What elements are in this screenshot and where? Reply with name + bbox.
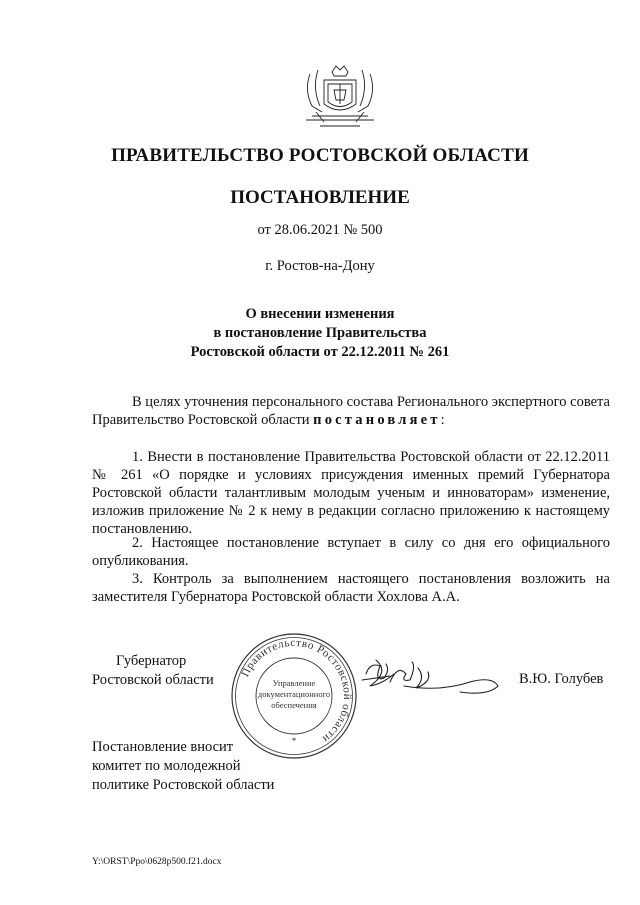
subject-line: О внесении изменения: [245, 306, 395, 322]
document-city: г. Ростов-на-Дону: [265, 258, 375, 274]
coat-of-arms-emblem: [298, 60, 382, 130]
subject-line: Ростовской области от 22.12.2011 № 261: [190, 344, 450, 360]
signatory-title-line: Ростовской области: [92, 672, 214, 688]
note-line: политике Ростовской области: [92, 777, 275, 793]
subject-line: в постановление Правительства: [213, 325, 427, 341]
handwritten-signature: [360, 652, 500, 697]
document-subject: [0, 305, 640, 362]
note-line: Постановление вносит: [92, 739, 234, 755]
signatory-title-line: Губернатор: [116, 653, 187, 669]
submitter-note: [92, 738, 274, 795]
intro-text: В целях уточнения персонального состава Регионального экспертного совета Правительство Ростовской области: [92, 394, 610, 428]
stamp-ring-text: Правительство Ростовской области: [239, 636, 354, 746]
intro-end: :: [440, 412, 445, 428]
decree-item-2: 2. Настоящее постановление вступает в силу со дня его официального опубликования.: [92, 535, 610, 569]
stamp-center-line: Управление: [272, 678, 316, 688]
note-line: комитет по молодежной: [92, 758, 241, 774]
decree-item-3: 3. Контроль за выполнением настоящего постановления возложить на заместителя Губернатора Ростовской области Хохлова А.А.: [92, 571, 610, 605]
intro-paragraph: [92, 393, 610, 429]
decree-item-1: 1. Внести в постановление Правительства Ростовской области от 22.12.2011 № 261 «О порядке и условиях присуждения именных премий Губернатора Ростовской области талантливым молодым ученым и инноваторам» изменение, изложив приложение № 2 к нему в редакции согласно приложению к настоящему постановлению.: [92, 449, 610, 537]
stamp-center-line: документационного: [257, 689, 331, 699]
signatory-title: [92, 652, 214, 690]
document-type: ПОСТАНОВЛЕНИЕ: [230, 187, 410, 208]
stamp-star-icon: *: [291, 736, 297, 746]
decree-keyword: постановляет: [313, 412, 441, 428]
signatory-name: В.Ю. Голубев: [519, 671, 604, 687]
document-date-number: от 28.06.2021 № 500: [257, 222, 383, 238]
government-name: ПРАВИТЕЛЬСТВО РОСТОВСКОЙ ОБЛАСТИ: [111, 145, 529, 166]
stamp-center-line: обеспечения: [271, 700, 317, 710]
file-path-footer: Y:\ORST\Ppo\0628p500.f21.docx: [92, 857, 222, 867]
